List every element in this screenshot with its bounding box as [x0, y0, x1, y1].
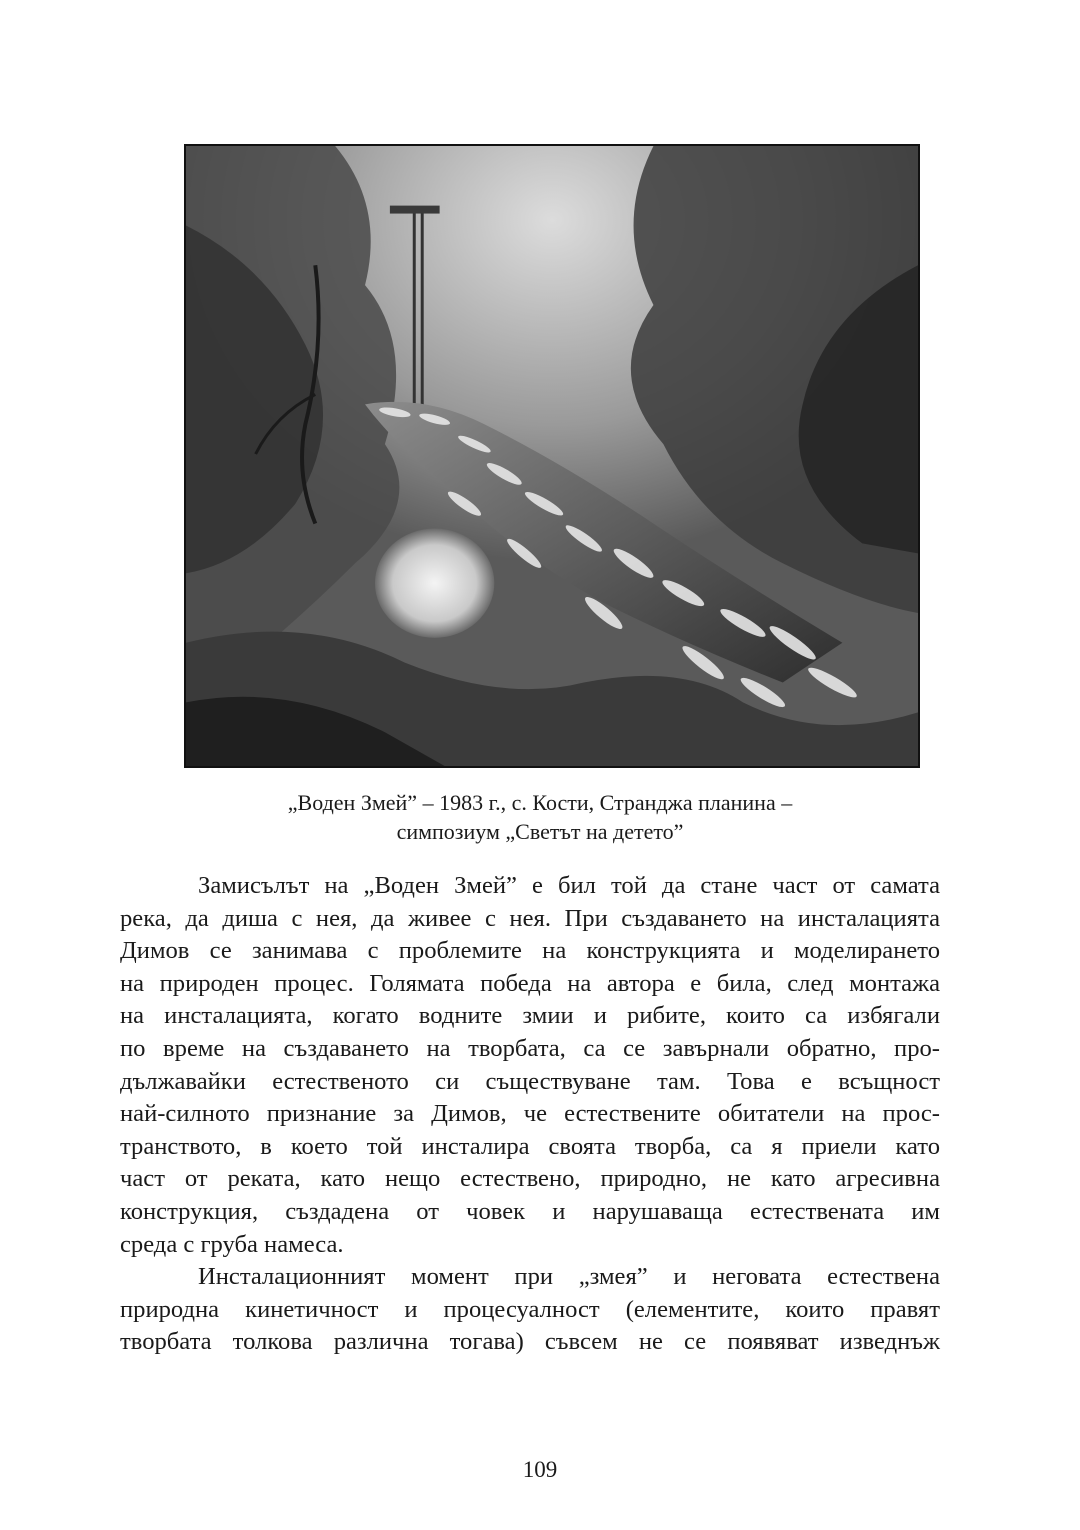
text-line: дължавайки естественото си съществуване там. Това е всъщност	[120, 1067, 940, 1095]
paragraph-2	[120, 1261, 940, 1359]
text-line: Инсталационният момент при „змея” и неговата естествена	[198, 1263, 940, 1291]
text-line: природна кинетичност и процесуалност (елементите, които правят	[120, 1295, 940, 1323]
caption-line-1: „Воден Змей” – 1983 г., с. Кости, Странджа планина –	[287, 790, 793, 815]
page-number: 109	[522, 1457, 558, 1482]
body-text	[120, 870, 940, 1359]
text-line: река, да диша с нея, да живее с нея. При създаването на инсталацията	[120, 904, 940, 932]
text-line: по време на създаването на творбата, са се завърнали обратно, про-	[120, 1034, 940, 1062]
text-line: Димов се занимава с проблемите на конструкцията и моделирането	[120, 937, 940, 965]
text-line: творбата толкова различна тогава) съвсем не се появяват изведнъж	[120, 1328, 940, 1356]
text-line: на инсталацията, когато водните змии и рибите, които са избягали	[120, 1002, 940, 1030]
text-line: най-силното признание за Димов, че естествените обитатели на прос-	[120, 1100, 940, 1128]
text-line: на природен процес. Голямата победа на автора е била, след монтажа	[120, 969, 940, 997]
text-line: транството, в което той инсталира своята творба, са я приели като	[120, 1132, 940, 1160]
text-line: конструкция, създадена от човек и нарушаваща естествената им	[120, 1197, 940, 1225]
river-installation-photo	[184, 144, 920, 768]
text-line: Замисълът на „Воден Змей” е бил той да стане част от самата	[198, 872, 940, 899]
photo-image	[186, 146, 918, 766]
text-line: среда с груба намеса.	[120, 1230, 344, 1258]
caption-line-2: симпозиум „Светът на детето”	[396, 819, 684, 844]
text-line: част от реката, като нещо естествено, природно, не като агресивна	[120, 1165, 940, 1193]
paragraph-1	[120, 870, 940, 1261]
figure-caption	[140, 788, 940, 846]
